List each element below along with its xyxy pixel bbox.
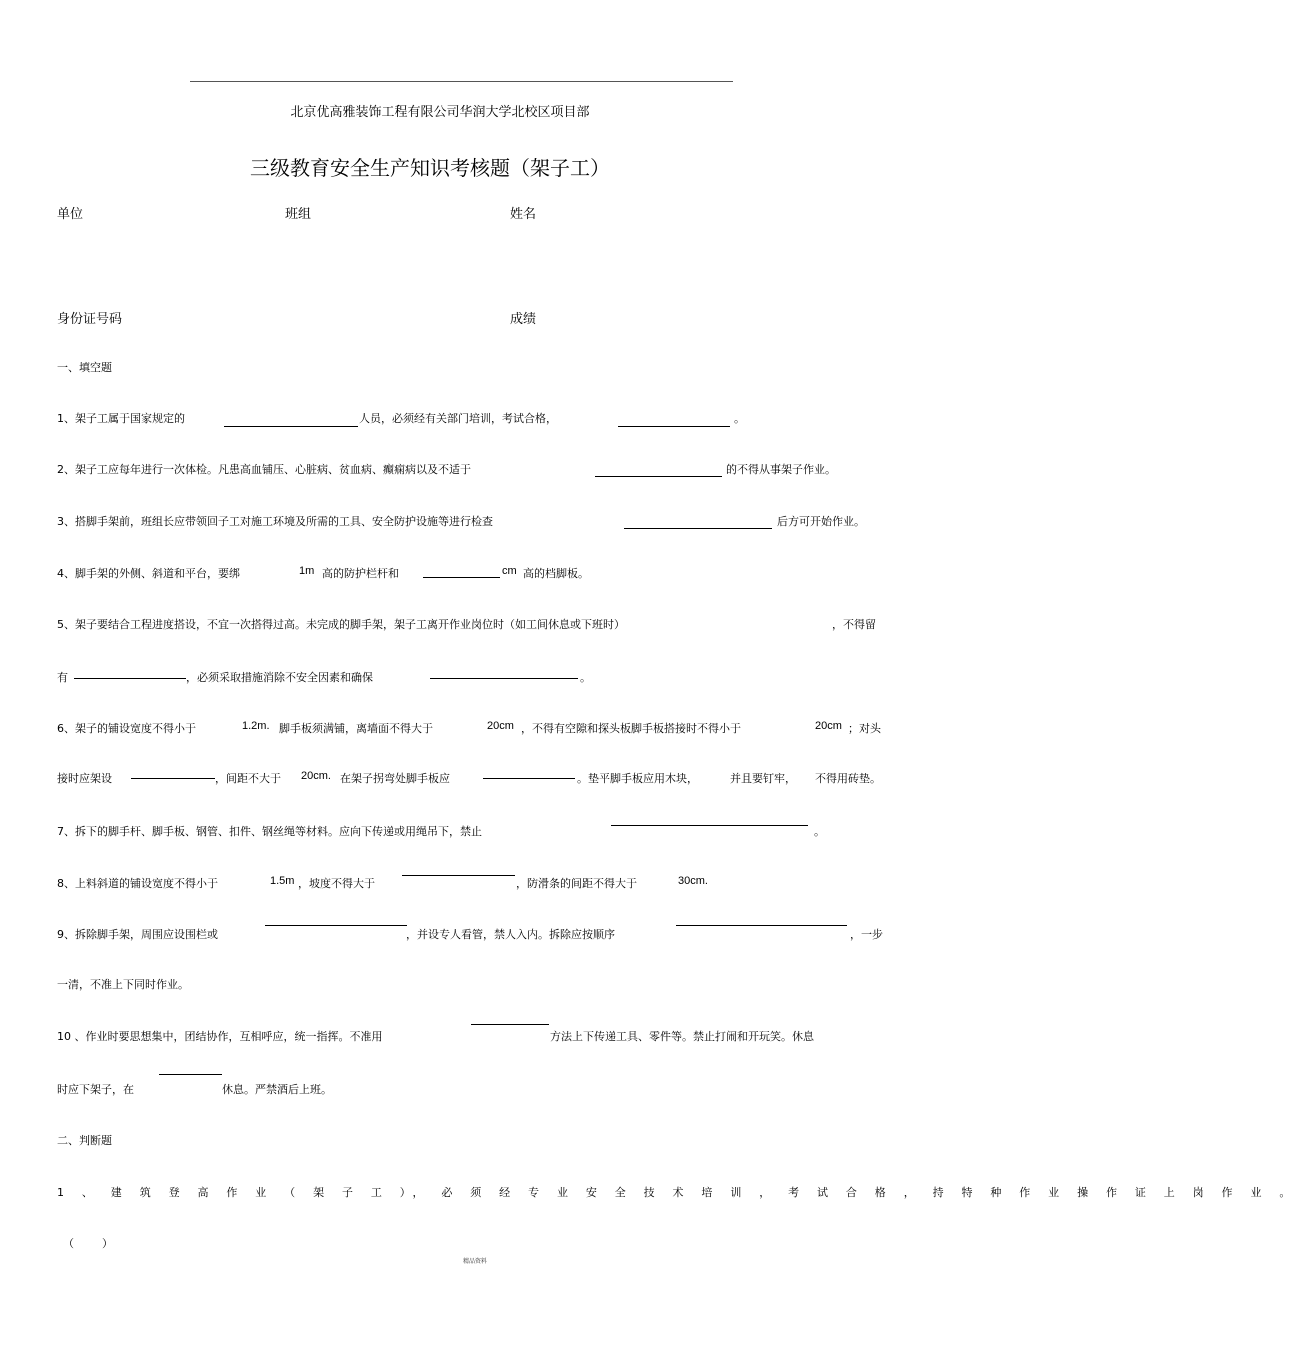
q5-blank-1[interactable] — [74, 678, 186, 679]
q6-value-1: 1.2m. — [242, 720, 270, 732]
q1-blank-1[interactable] — [224, 426, 358, 427]
q6-text-h: 接时应架设 — [57, 772, 112, 785]
q7-blank-1[interactable] — [611, 825, 808, 826]
q8-value-1: 1.5m — [270, 875, 295, 887]
q4-text-c: 高的防护栏杆和 — [322, 567, 399, 580]
q2-text-b: 的不得从事架子作业。 — [726, 463, 836, 476]
q8-text-a: 8、上料斜道的铺设宽度不得小于 — [57, 877, 218, 890]
q5-text-a: 5、架子要结合工程进度搭设，不宜一次搭得过高。未完成的脚手架，架子工离开作业岗位时（如工间休息或下班时） — [57, 618, 625, 631]
q6-text-k: 在架子拐弯处脚手板应 — [340, 772, 450, 785]
tf-q1-text: 1 、 建 筑 登 高 作 业 （ 架 子 工 ）， 必 须 经 专 业 安 全 技 术 培 训 ， 考 试 合 格 ， 持 特 种 作 业 操 作 证 上 岗 作 业 。 — [57, 1186, 1298, 1199]
q6-value-2: 20cm — [487, 720, 514, 732]
q6-text-c: 脚手板须满铺，离墙面不得大于 — [279, 722, 433, 735]
q6-text-n: 不得用砖垫。 — [815, 772, 881, 785]
q8-text-c: ，坡度不得大于 — [298, 877, 375, 890]
q6-value-3: 20cm — [815, 720, 842, 732]
footer-label: 精品资料 — [462, 1258, 487, 1265]
q1-text-b: 人员，必须经有关部门培训，考试合格， — [359, 412, 557, 425]
q8-blank-1[interactable] — [402, 875, 515, 876]
q10-text-b: 方法上下传递工具、零件等。禁止打闹和开玩笑。休息 — [550, 1030, 814, 1043]
q3-text-b: 后方可开始作业。 — [777, 515, 865, 528]
q9-text-b: ，并设专人看管，禁人入内。拆除应按顺序 — [406, 928, 615, 941]
q7-text-a: 7、拆下的脚手杆、脚手板、钢管、扣件、钢丝绳等材料。应向下传递或用绳吊下，禁止 — [57, 825, 482, 838]
q6-text-a: 6、架子的铺设宽度不得小于 — [57, 722, 196, 735]
q3-text-a: 3、搭脚手架前，班组长应带领回子工对施工环境及所需的工具、安全防护设施等进行检查 — [57, 515, 493, 528]
q4-unit-cm: cm — [502, 565, 517, 577]
q6-text-m: 并且要钉牢， — [730, 772, 796, 785]
q10-text-a: 10 、作业时要思想集中，团结协作，互相呼应，统一指挥。不准用 — [57, 1030, 383, 1043]
company-header: 北京优高雅装饰工程有限公司华润大学北校区项目部 — [290, 105, 590, 120]
q10-text-c: 时应下架子，在 — [57, 1083, 134, 1096]
q4-text-a: 4、脚手架的外侧、斜道和平台，要绑 — [57, 567, 240, 580]
q10-text-d: 休息。严禁酒后上班。 — [222, 1083, 332, 1096]
q9-blank-2[interactable] — [676, 925, 847, 926]
q4-blank-1[interactable] — [423, 577, 500, 578]
id-number-label: 身份证号码 — [57, 312, 123, 327]
q9-text-a: 9、拆除脚手架，周围应设围栏或 — [57, 928, 218, 941]
top-rule — [190, 81, 733, 82]
q6-value-4: 20cm. — [301, 770, 331, 782]
page-title: 三级教育安全生产知识考核题（架子工） — [250, 156, 610, 180]
q8-text-d: ，防滑条的间距不得大于 — [516, 877, 637, 890]
q6-text-i: ，间距不大于 — [215, 772, 281, 785]
q5-text-d: ，必须采取措施消除不安全因素和确保 — [186, 671, 373, 684]
q5-text-e: 。 — [580, 671, 591, 684]
q9-text-d: 一清，不准上下同时作业。 — [57, 978, 189, 991]
unit-label: 单位 — [57, 207, 84, 222]
q8-value-2: 30cm. — [678, 875, 708, 887]
section-heading-fill-in: 一、填空题 — [57, 361, 112, 374]
q10-blank-2[interactable] — [159, 1074, 222, 1075]
q5-text-b: ，不得留 — [832, 618, 876, 631]
name-label: 姓名 — [510, 207, 537, 222]
q3-blank-1[interactable] — [624, 528, 772, 529]
q6-blank-1[interactable] — [131, 778, 215, 779]
team-label: 班组 — [285, 207, 312, 222]
q1-text-a: 1、架子工属于国家规定的 — [57, 412, 185, 425]
q6-blank-2[interactable] — [483, 778, 575, 779]
q10-blank-1[interactable] — [471, 1024, 549, 1025]
q6-text-l: 。垫平脚手板应用木块， — [577, 772, 698, 785]
q5-blank-2[interactable] — [430, 678, 578, 679]
q1-blank-2[interactable] — [618, 426, 730, 427]
q5-text-c: 有 — [57, 671, 68, 684]
q4-text-e: 高的档脚板。 — [523, 567, 589, 580]
q1-text-c: 。 — [734, 412, 745, 425]
q2-text-a: 2、架子工应每年进行一次体检。凡患高血铺压、心脏病、贫血病、癫痫病以及不适于 — [57, 463, 471, 476]
section-heading-true-false: 二、判断题 — [57, 1134, 112, 1147]
q6-text-g: ；对头 — [848, 722, 881, 735]
tf-q1-answer-box[interactable]: （ ） — [63, 1237, 113, 1250]
score-label: 成绩 — [510, 312, 537, 327]
q4-value-1m: 1m — [299, 565, 315, 577]
q9-text-c: ，一步 — [850, 928, 883, 941]
q6-text-e: ，不得有空隙和探头板脚手板搭接时不得小于 — [521, 722, 741, 735]
q2-blank-1[interactable] — [595, 476, 722, 477]
q7-text-b: 。 — [814, 825, 825, 838]
q9-blank-1[interactable] — [265, 925, 407, 926]
